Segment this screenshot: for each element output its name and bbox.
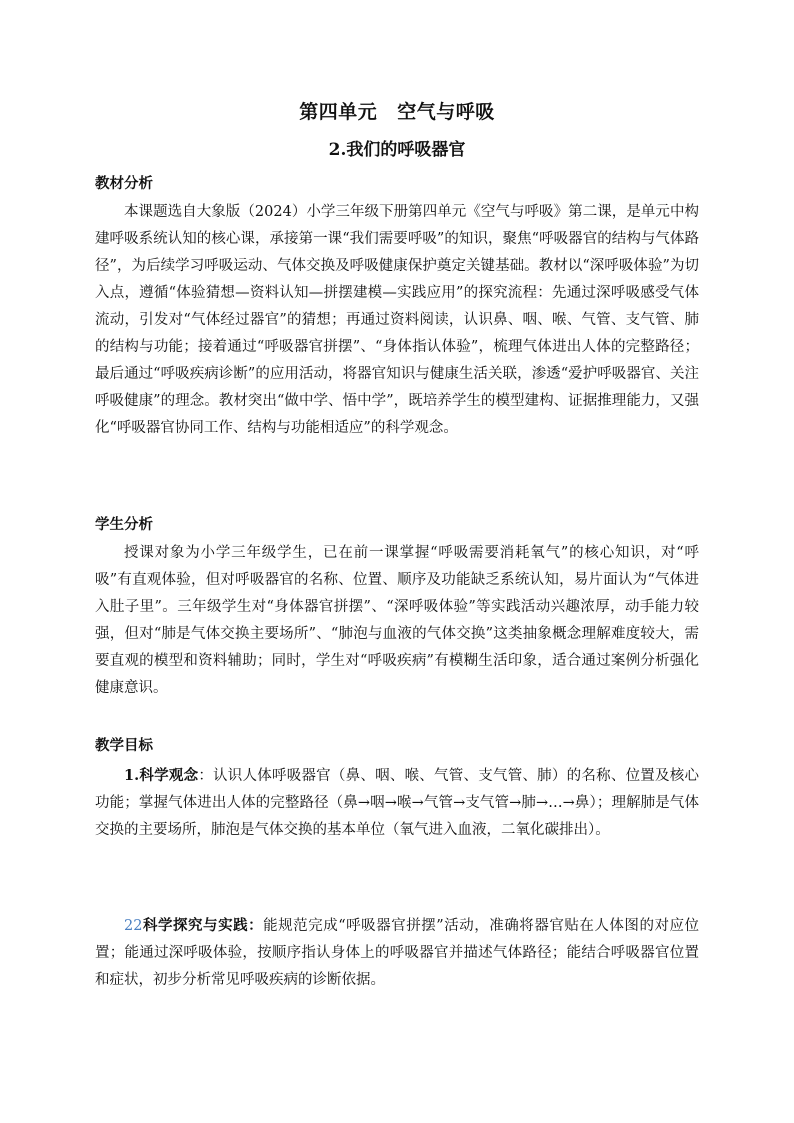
unit-name: 空气与呼吸 bbox=[397, 101, 495, 123]
goal-item-scientific-concept bbox=[95, 762, 699, 844]
heading-material-analysis: 教材分析 bbox=[95, 175, 153, 192]
unit-title bbox=[0, 97, 794, 124]
unit-number: 第四单元 bbox=[299, 101, 378, 123]
goal-text-inquiry-practice: 能规范完成“呼吸器官拼摆”活动，准确将器官贴在人体图的对应位置；能通过深呼吸体验，按顺序指认身体上的呼吸器官并描述气体路径；能结合呼吸器官位置和症状，初步分析常见呼吸疾病的诊断依据。 bbox=[95, 918, 700, 988]
paragraph-student-analysis: 授课对象为小学三年级学生，已在前一课掌握“呼吸需要消耗氧气”的核心知识，对“呼吸”有直观体验，但对呼吸器官的名称、位置、顺序及功能缺乏系统认知，易片面认为“气体进入肚子里”。三年级学生对“身体器官拼摆”、“深呼吸体验”等实践活动兴趣浓厚，动手能力较强，但对“肺是气体交换主要场所”、“肺泡与血液的气体交换”这类抽象概念理解难度较大，需要直观的模型和资料辅助；同时，学生对“呼吸疾病”有模糊生活印象，适合通过案例分析强化健康意识。 bbox=[95, 545, 699, 696]
goal-number-inquiry-practice: 22 bbox=[124, 918, 143, 934]
goal-label-scientific-concept: 1.科学观念 bbox=[124, 767, 199, 784]
goal-text-scientific-concept: 认识人体呼吸器官（鼻、咽、喉、气管、支气管、肺）的名称、位置及核心功能；掌握气体进出人体的完整路径（鼻→咽→喉→气管→支气管→肺→…→鼻）；理解肺是气体交换的主要场所，肺泡是气体交换的基本单位（氧气进入血液，二氧化碳排出）。 bbox=[95, 768, 700, 838]
lesson-title: 2.我们的呼吸器官 bbox=[328, 140, 466, 160]
heading-teaching-goals: 教学目标 bbox=[95, 737, 153, 754]
goal-item-inquiry-practice bbox=[95, 912, 699, 994]
goal-label-inquiry-practice: 科学探究与实践 bbox=[142, 917, 249, 934]
heading-student-analysis: 学生分析 bbox=[95, 516, 153, 533]
goal-colon: ： bbox=[198, 768, 214, 784]
goal-colon: ： bbox=[248, 917, 264, 934]
paragraph-material-analysis: 本课题选自大象版（2024）小学三年级下册第四单元《空气与呼吸》第二课，是单元中构建呼吸系统认知的核心课，承接第一课“我们需要呼吸”的知识，聚焦“呼吸器官的结构与气体路径”，为后续学习呼吸运动、气体交换及呼吸健康保护奠定关键基础。教材以“深呼吸体验”为切入点，遵循“体验猜想—资料认知—拼摆建模—实践应用”的探究流程：先通过深呼吸感受气体流动，引发对“气体经过器官”的猜想；再通过资料阅读，认识鼻、咽、喉、气管、支气管、肺的结构与功能；接着通过“呼吸器官拼摆”、“身体指认体验”，梳理气体进出人体的完整路径；最后通过“呼吸疾病诊断”的应用活动，将器官知识与健康生活关联，渗透“爱护呼吸器官、关注呼吸健康”的理念。教材突出“做中学、悟中学”，既培养学生的模型建构、证据推理能力，又强化“呼吸器官协同工作、结构与功能相适应”的科学观念。 bbox=[95, 204, 699, 436]
